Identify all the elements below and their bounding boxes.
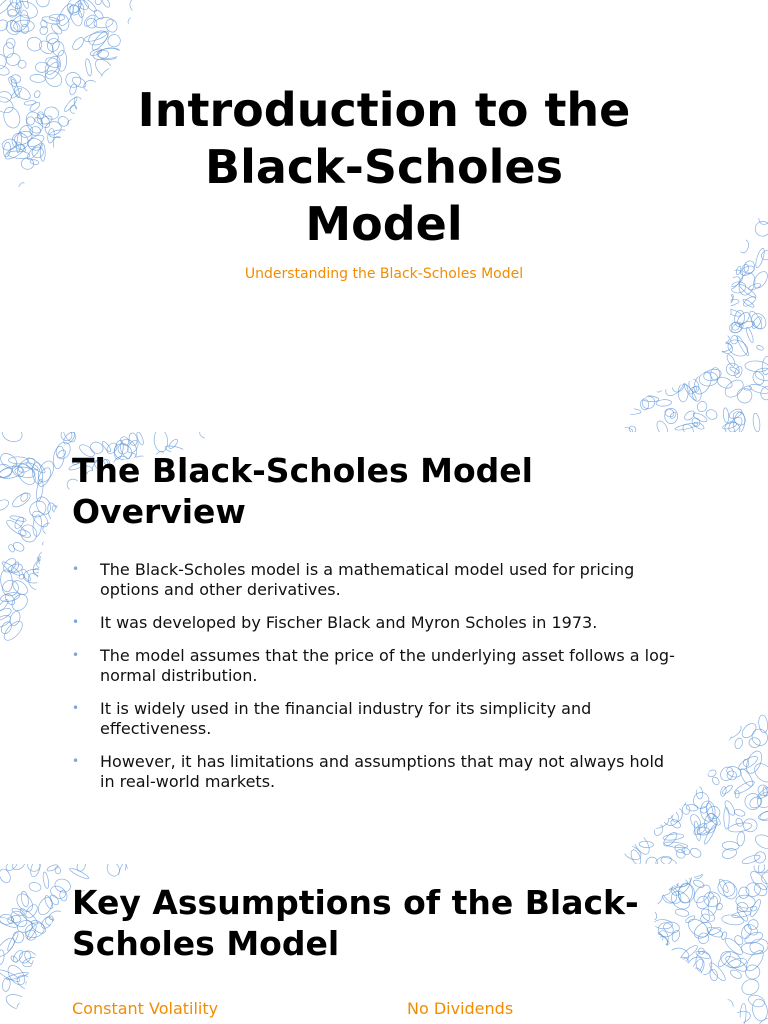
bullet-dot-icon: • <box>72 648 80 662</box>
presentation-title <box>0 82 768 253</box>
title-slide <box>0 0 768 432</box>
section-title <box>72 882 692 964</box>
title-line: Black-Scholes <box>205 140 563 194</box>
bullet-dot-icon: • <box>72 615 80 629</box>
presentation-subtitle: Understanding the Black-Scholes Model <box>244 266 524 282</box>
bullet-dot-icon: • <box>72 701 80 715</box>
list-item <box>72 646 682 686</box>
bullet-text: The model assumes that the price of the underlying asset follows a log-normal distribution. <box>100 646 675 685</box>
assumption-heading: No Dividends <box>407 999 514 1018</box>
title-line: Key Assumptions of the Black- <box>72 883 639 922</box>
title-line: Model <box>305 197 463 251</box>
bullet-text: However, it has limitations and assumptions that may not always hold in real-world markets. <box>100 752 665 791</box>
bullet-text: It was developed by Fischer Black and Myron Scholes in 1973. <box>100 613 598 632</box>
bullet-text: It is widely used in the financial industry for its simplicity and effectiveness. <box>100 699 592 738</box>
assumptions-row <box>72 999 712 1023</box>
list-item <box>72 613 682 633</box>
title-line: Overview <box>72 492 246 531</box>
list-item <box>72 560 682 600</box>
list-item <box>72 699 682 739</box>
bullet-dot-icon: • <box>72 562 80 576</box>
title-line: Introduction to the <box>137 83 631 137</box>
section-title <box>72 450 692 532</box>
bullet-list <box>72 560 682 805</box>
assumption-heading: Constant Volatility <box>72 999 219 1018</box>
title-line: Scholes Model <box>72 924 340 963</box>
title-line: The Black-Scholes Model <box>72 451 533 490</box>
assumptions-slide <box>0 864 768 1024</box>
overview-slide <box>0 432 768 864</box>
bullet-dot-icon: • <box>72 754 80 768</box>
list-item <box>72 752 682 792</box>
bullet-text: The Black-Scholes model is a mathematical model used for pricing options and other derivatives. <box>100 560 635 599</box>
